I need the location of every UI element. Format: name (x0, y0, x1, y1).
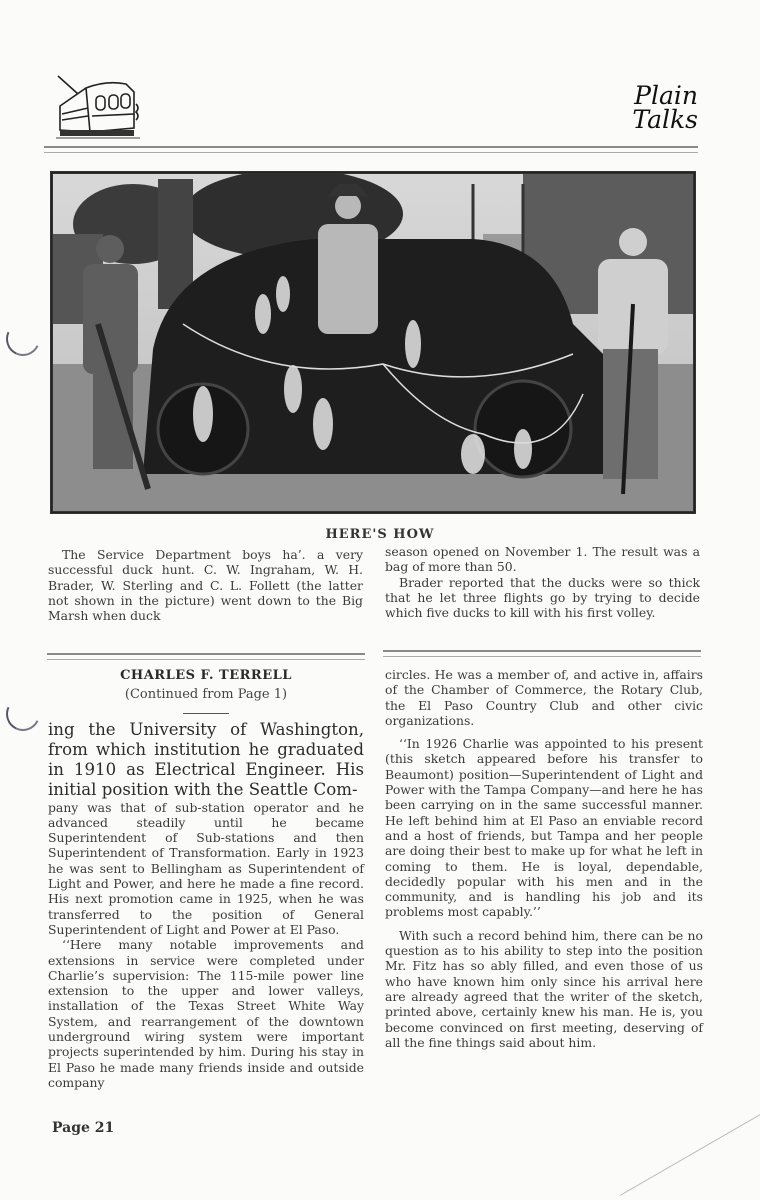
article-left-column (48, 668, 364, 1090)
binder-hole-mark (1, 317, 45, 361)
article-paragraph: circles. He was a member of, and active in, affairs of the Chamber of Commerce, the Rotary Club, the El Paso Country Club and other civic organizations. (385, 667, 703, 728)
caption-paragraph: The Service Department boys ha’. a very successful duck hunt. C. W. Ingraham, W. H. Brader, W. Sterling and C. L. Follett (the latter not shown in the picture) went down to the Big Marsh when duck (48, 547, 363, 624)
page-number: Page 21 (52, 1120, 115, 1136)
caption-left-column (48, 547, 363, 623)
section-rule-right (383, 650, 701, 657)
publication-logo (632, 81, 698, 134)
photo-caption-title: HERE'S HOW (325, 527, 435, 542)
article-lead-text: ing the University of Washington, from which institution he graduated in 1910 as Electrical Engineer. His initial position with the Seattle Com- (48, 719, 364, 799)
section-rule-left (47, 653, 365, 660)
title-divider (183, 713, 229, 714)
streetcar-icon (56, 74, 140, 140)
article-title: CHARLES F. TERRELL (120, 668, 292, 683)
logo-line-2: Talks (632, 105, 698, 134)
logo-line-1: Plain (634, 81, 698, 110)
caption-right-column (385, 544, 700, 620)
article-paragraph: With such a record behind him, there can be no question as to his ability to step into the position Mr. Fitz has so ably filled, and even those of us who have known him only since his arrival here are already agreed that the writer of the sketch, printed above, certainly knew his man. He is, you become convinced on first meeting, deserving of all the fine things said about him. (385, 927, 703, 1050)
caption-paragraph: Brader reported that the ducks were so thick that he let three flights go by trying to decide which five ducks to kill with his first volley. (385, 574, 700, 621)
article-paragraph: pany was that of sub-station operator and he advanced steadily until he became Superintendent of Sub-stations and then Superintendent of Transformation. Early in 1923 he was sent to Bellingham as Superintendent of Light and Power, and here he made a fine record. His next promotion came in 1925, when he was transferred to the position of General Superintendent of Light and Power at El Paso. (48, 799, 364, 937)
article-paragraph: ‘‘In 1926 Charlie was appointed to his present (this sketch appeared before his transfer to Beaumont) position—Superintendent of Light and Power with the Tampa Company—and here he has been carrying on in the same successful manner. He left behind him at El Paso an enviable record and a host of friends, but Tampa and her people are doing their best to make up for what he left in coming to them. He is loyal, dependable, decidedly popular with his men and in the community, and is handling his job and its problems most capably.’’ (385, 736, 703, 920)
paper-fold-mark (620, 1105, 760, 1196)
article-continuation-note: (Continued from Page 1) (124, 687, 288, 703)
hunting-photograph (50, 171, 696, 514)
binder-hole-mark (1, 692, 45, 736)
header-rule (44, 146, 698, 153)
masthead (44, 70, 698, 150)
article-paragraph: ‘‘Here many notable improvements and extensions in service were completed under Charlie’s supervision: The 115-mile power line extension to the upper and lower valleys, installation of the Texas Street White Way System, and rearrangement of the downtown underground wiring system were important projects superintended by him. During his stay in El Paso he made many friends inside and outside company (48, 937, 364, 1090)
photograph-image (53, 174, 693, 511)
article-right-column (385, 667, 703, 1050)
caption-paragraph: season opened on November 1. The result was a bag of more than 50. (385, 544, 700, 575)
